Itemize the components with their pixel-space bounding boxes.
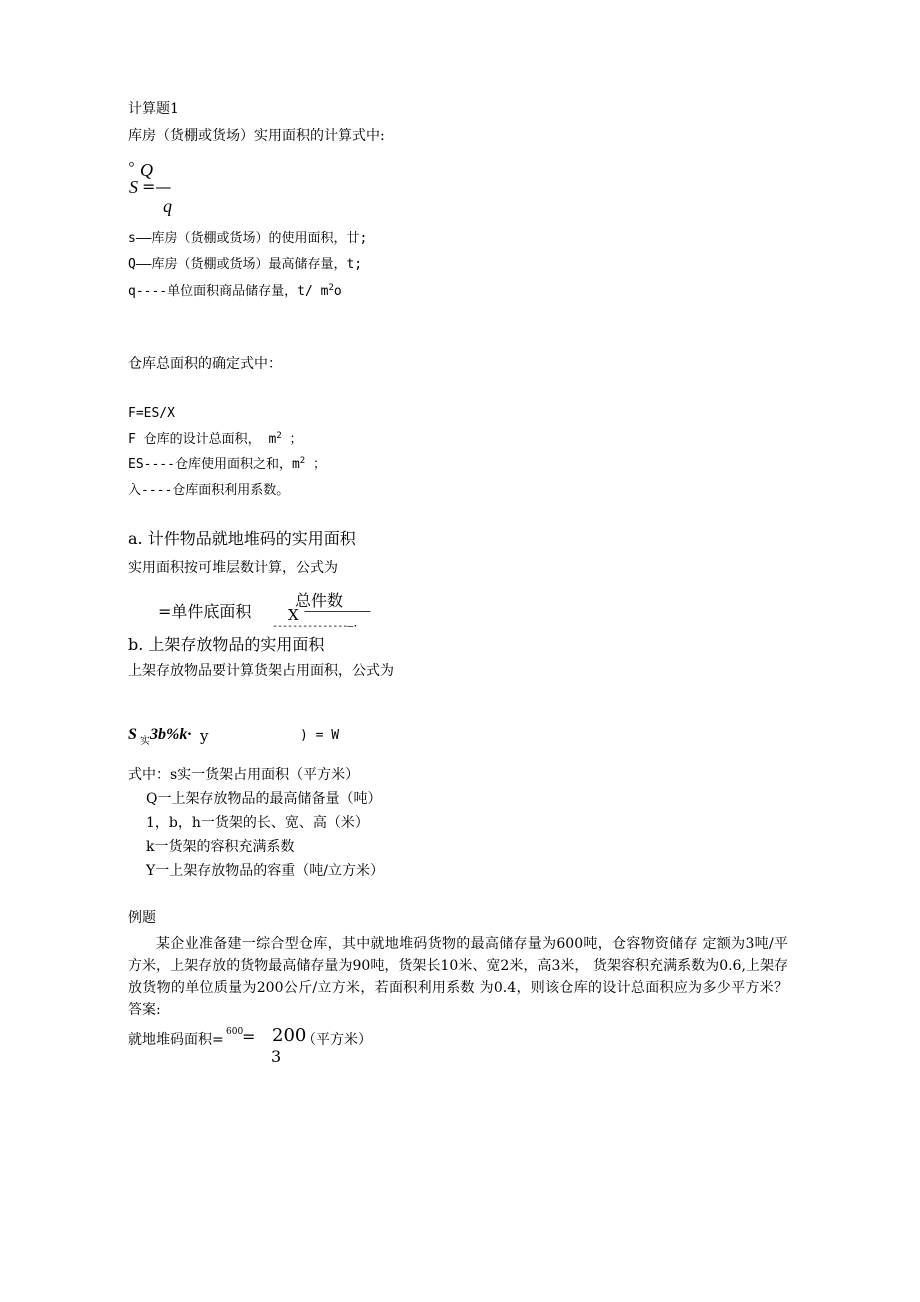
formula-stack-dash2: ---------------—· <box>272 621 358 632</box>
answer-denominator: 3 <box>271 1047 282 1066</box>
var-Y: Y一上架存放物品的容重（吨/立方米） <box>146 863 384 879</box>
var-Q: Q一上架存放物品的最高储备量（吨） <box>146 791 382 807</box>
formula-stack-top: 总件数 <box>295 591 344 610</box>
formula-stack-dash1: —————— <box>304 604 370 618</box>
var-k: k一货架的容积充满系数 <box>146 839 295 855</box>
heading-a: a. 计件物品就地堆码的实用面积 <box>128 529 356 548</box>
formula-F: F=ES/X <box>128 406 175 421</box>
answer-value: 200 <box>272 1025 307 1046</box>
formula-shelf-y: y <box>200 727 209 745</box>
formula-shelf-right: ) = W <box>300 728 340 743</box>
where-line: 式中：s实一货架占用面积（平方米） <box>128 767 360 783</box>
example-title: 例题 <box>128 910 156 926</box>
def-s: s——库房（货棚或货场）的使用面积，廿; <box>128 231 368 246</box>
line-b: 上架存放物品要计算货架占用面积，公式为 <box>128 663 394 679</box>
def-F: F 仓库的设计总面积， $m^2$ ； <box>128 431 303 447</box>
example-paragraph: 某企业准备建一综合型仓库，其中就地堆码货物的最高储存量为600吨，仓容物资储存 定额为3吨/平方米，上架存放的货物最高储存量为90吨，货架长10米、宽2米，高3米， 货架容积充满系数为0.6,上架存放货物的单位质量为200公斤/立方米，若面积利用系数 为0.4，则该仓库的设计总面积应为多少平方米？ 答案: <box>128 936 788 1018</box>
def-ES: ES----仓库使用面积之和，$m^2$ ； <box>128 456 327 472</box>
formula-shelf-S: S <box>128 726 137 743</box>
formula-eq: =— <box>142 177 172 196</box>
section2-intro: 仓库总面积的确定式中： <box>128 356 282 372</box>
formula-S: S <box>129 177 138 197</box>
answer-numerator: 600 <box>226 1027 244 1037</box>
formula-Q: Q <box>140 160 153 180</box>
def-lambda: 入----仓库面积利用系数。 <box>128 483 290 498</box>
def-q: q----单位面积商品储存量，t/ $m^2o$ <box>128 283 342 299</box>
calc-title: 计算题1 <box>128 101 179 117</box>
heading-b: b. 上架存放物品的实用面积 <box>128 635 325 654</box>
section1-intro: 库房（货棚或货场）实用面积的计算式中: <box>128 128 385 144</box>
formula-shelf-body: 3b%k· <box>150 726 192 743</box>
var-lbh: 1，b，h一货架的长、宽、高（米） <box>146 815 369 831</box>
answer-eq: = <box>242 1027 256 1046</box>
formula-stack-left: =单件底面积 <box>158 602 252 621</box>
formula-shelf-sub: 实 <box>140 736 150 747</box>
answer-label: 就地堆码面积= <box>128 1032 224 1048</box>
line-a: 实用面积按可堆层数计算，公式为 <box>128 560 338 576</box>
answer-unit: （平方米） <box>302 1032 372 1048</box>
formula-q: q <box>163 196 172 216</box>
def-Q: Q——库房（货棚或货场）最高储存量，t; <box>128 257 363 272</box>
formula-stack-x: X <box>288 606 299 624</box>
formula-circle: ° <box>128 160 134 176</box>
